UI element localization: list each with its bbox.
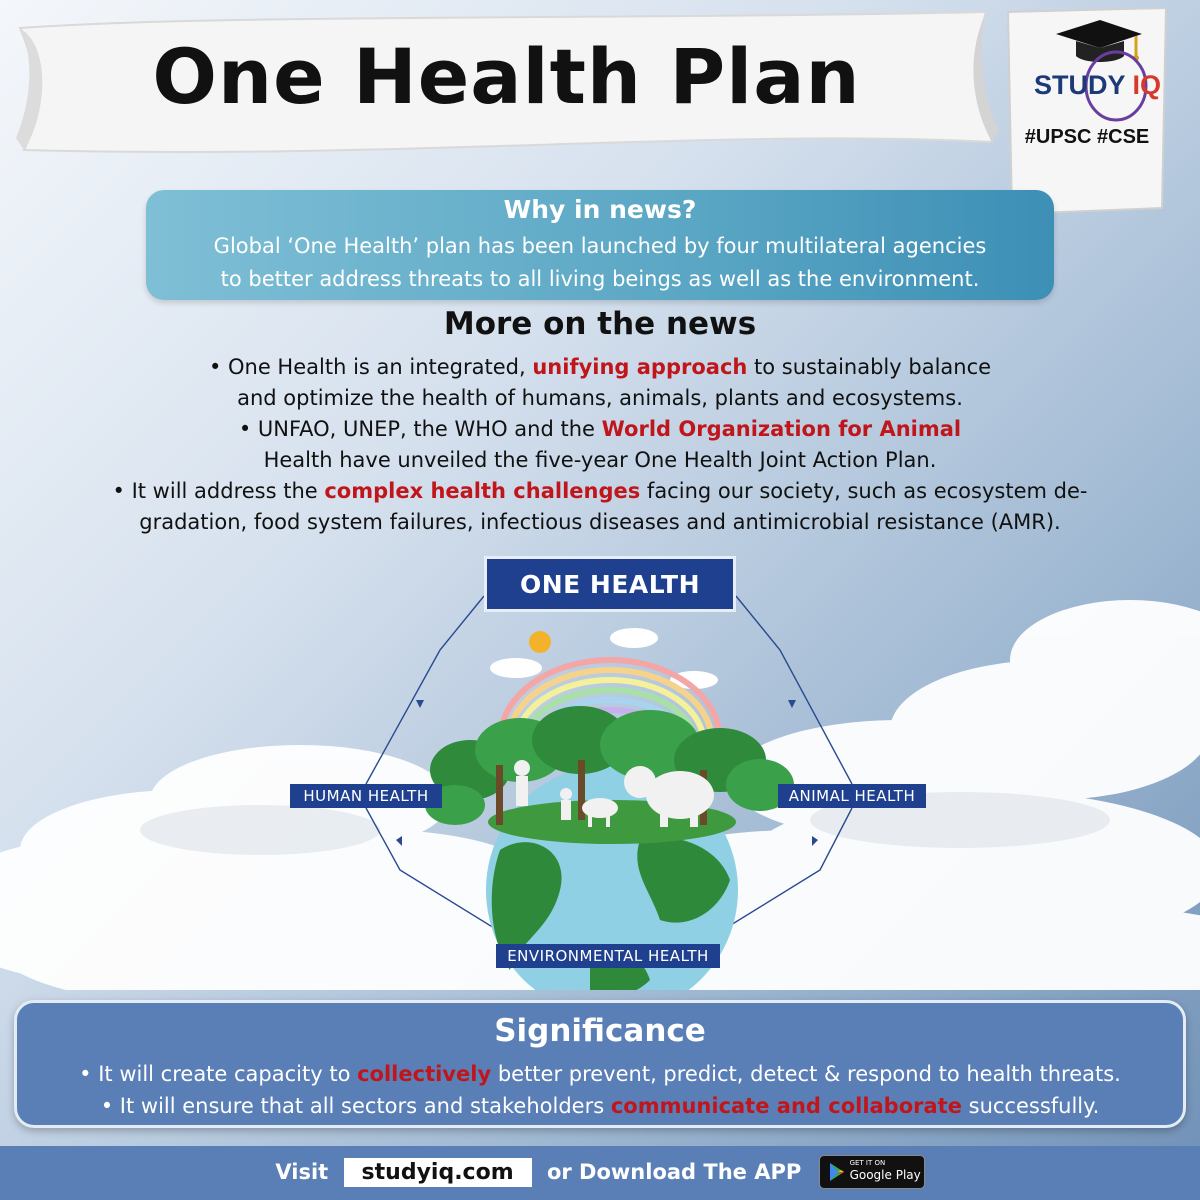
significance-box <box>14 1000 1186 1128</box>
google-play-icon <box>824 1156 850 1188</box>
why-line-2: to better address threats to all living beings as well as the environment. <box>220 267 980 291</box>
significance-list <box>17 1058 1183 1122</box>
animal-health-label: ANIMAL HEALTH <box>778 784 926 808</box>
footer-bar <box>0 1146 1200 1200</box>
visit-text: Visit <box>275 1160 329 1184</box>
highlight-text: communicate and collaborate <box>610 1094 962 1118</box>
one-health-diagram <box>0 550 1200 990</box>
why-in-news-box <box>146 190 1054 300</box>
highlight-text: complex health challenges <box>324 479 641 503</box>
environmental-health-label: ENVIRONMENTAL HEALTH <box>496 944 720 968</box>
significance-point-1: • It will create capacity to collectively better prevent, predict, detect & respond to health threats. <box>79 1062 1121 1086</box>
highlight-text: World Organization for Animal <box>601 417 962 441</box>
logo-iq: IQ <box>1132 70 1162 100</box>
studyiq-logo-text <box>1034 70 1161 101</box>
sun-icon <box>529 631 551 653</box>
highlight-text: unifying approach <box>532 355 748 379</box>
hashtags: #UPSC #CSE <box>1024 126 1150 148</box>
title-banner <box>14 10 999 158</box>
highlight-text: collectively <box>357 1062 492 1086</box>
more-on-news-heading: More on the news <box>443 306 757 342</box>
store-badge-name: Google Play <box>849 1168 921 1182</box>
logo-study: STUDY <box>1034 70 1126 100</box>
google-play-badge[interactable] <box>819 1155 925 1189</box>
website-link[interactable]: studyiq.com <box>344 1158 532 1187</box>
page-title: One Health Plan <box>152 32 861 121</box>
significance-heading: Significance <box>494 1013 706 1049</box>
news-point-3: • It will address the complex health challenges facing our society, such as ecosystem de- <box>112 479 1088 503</box>
human-health-label: HUMAN HEALTH <box>290 784 442 808</box>
significance-point-2: • It will ensure that all sectors and stakeholders communicate and collaborate successfully. <box>100 1094 1100 1118</box>
store-badge-small-text: GET IT ON <box>849 1159 886 1167</box>
one-health-label: ONE HEALTH <box>484 556 736 612</box>
why-line-1: Global ‘One Health’ plan has been launched by four multilateral agencies <box>213 234 987 258</box>
news-point-2-cont: Health have unveiled the five-year One Health Joint Action Plan. <box>263 448 937 472</box>
why-in-news-text <box>156 230 1044 296</box>
more-on-news-list <box>40 352 1160 538</box>
news-point-3-cont: gradation, food system failures, infectious diseases and antimicrobial resistance (AMR). <box>139 510 1061 534</box>
footer-row <box>0 1155 1200 1189</box>
download-app-text: or Download The APP <box>546 1160 802 1184</box>
news-point-2: • UNFAO, UNEP, the WHO and the World Organization for Animal <box>238 417 962 441</box>
studyiq-logo-card <box>1004 8 1170 214</box>
news-point-1-cont: and optimize the health of humans, animals, plants and ecosystems. <box>237 386 963 410</box>
why-in-news-heading: Why in news? <box>503 195 697 224</box>
news-point-1: • One Health is an integrated, unifying approach to sustainably balance <box>208 355 992 379</box>
